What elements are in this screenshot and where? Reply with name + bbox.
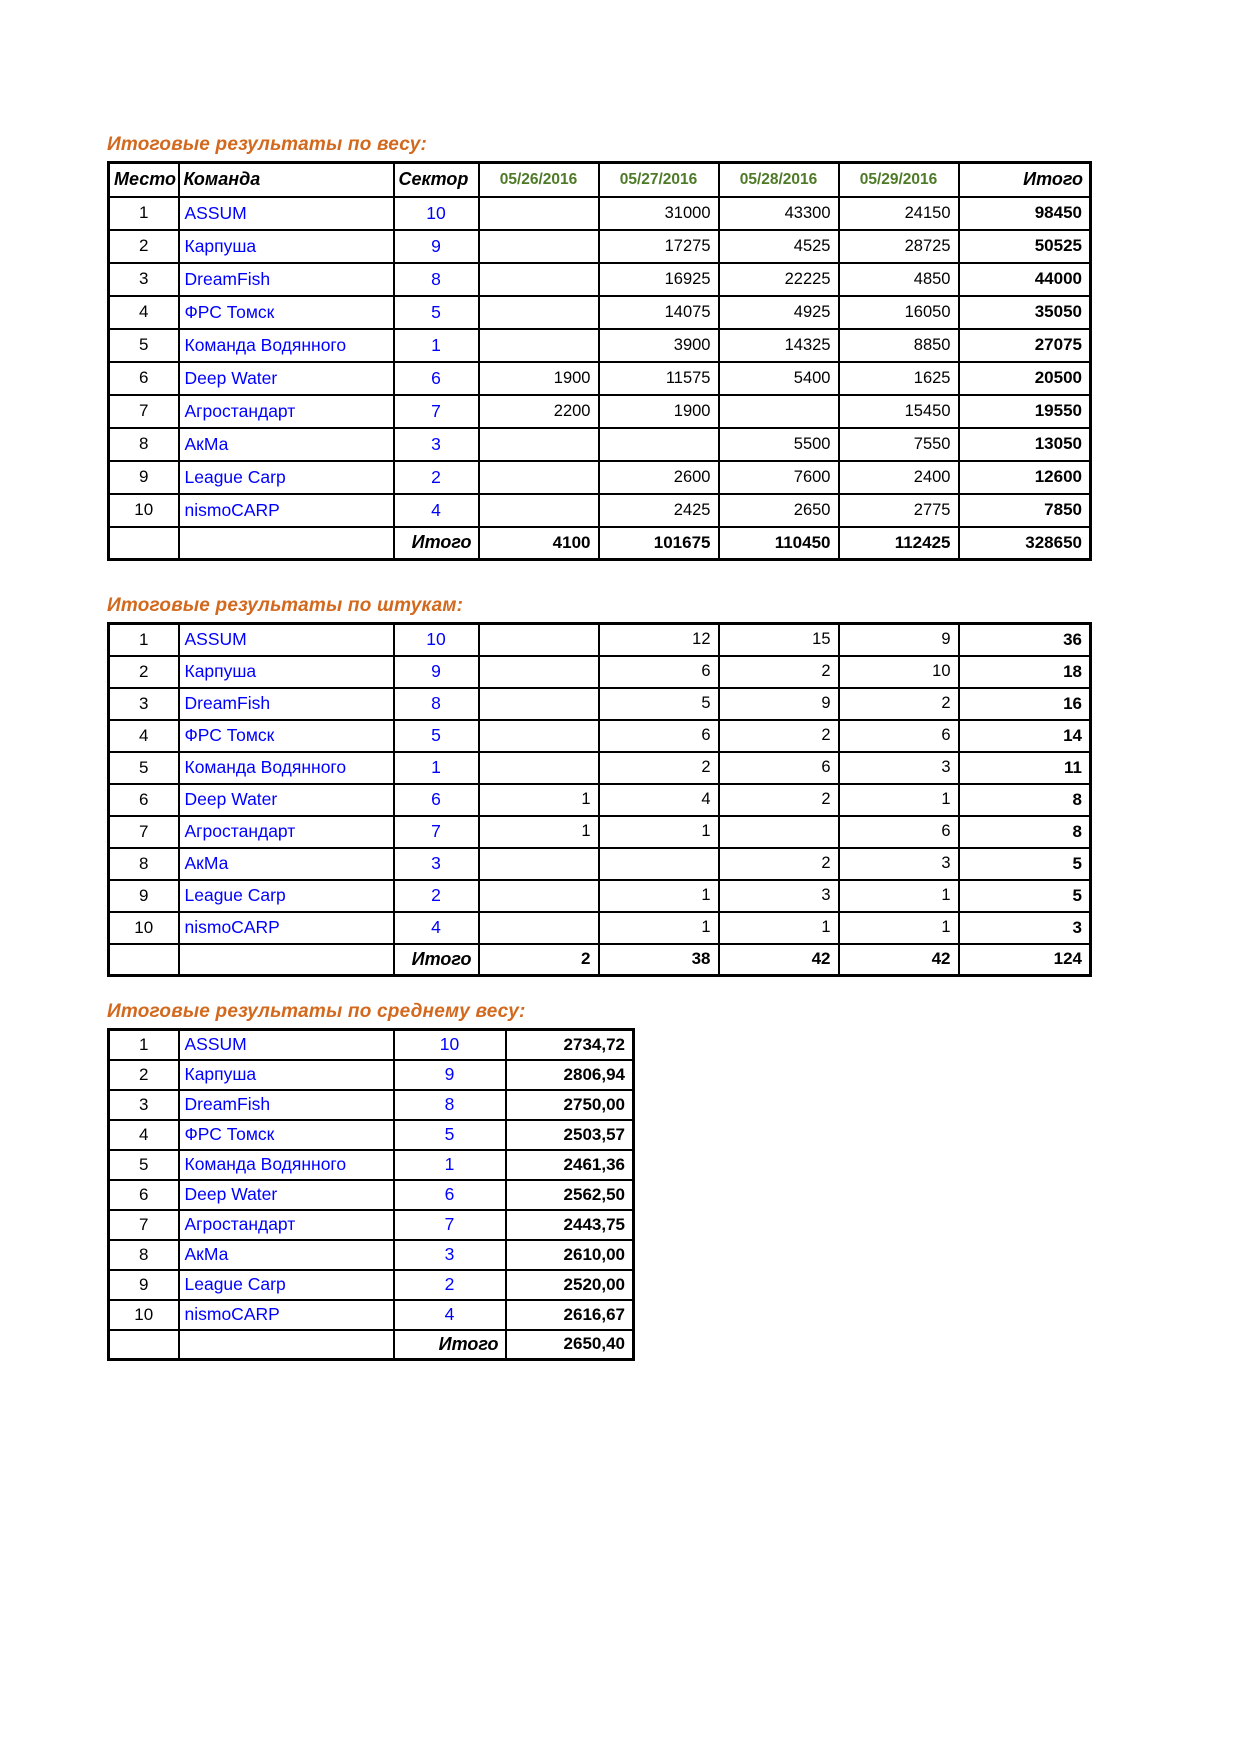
day4-value-cell: 15450: [839, 395, 959, 428]
col-header-day4: 05/29/2016: [839, 163, 959, 197]
day3-value-cell: 7600: [719, 461, 839, 494]
day4-value-cell: 1: [839, 784, 959, 816]
day3-value-cell: [719, 395, 839, 428]
day4-value-cell: 9: [839, 624, 959, 656]
team-cell: Агростандарт: [179, 1210, 394, 1240]
day2-value-cell: 1900: [599, 395, 719, 428]
table-row: [109, 230, 1091, 263]
place-cell: 3: [109, 263, 179, 296]
row-total-cell: 16: [959, 688, 1091, 720]
table-row: [109, 395, 1091, 428]
row-total-cell: 5: [959, 880, 1091, 912]
day4-value-cell: 2400: [839, 461, 959, 494]
team-cell: nismoCARP: [179, 494, 394, 527]
day1-value-cell: [479, 720, 599, 752]
row-total-cell: 19550: [959, 395, 1091, 428]
team-cell: ASSUM: [179, 624, 394, 656]
day4-value-cell: 6: [839, 720, 959, 752]
day2-value-cell: 16925: [599, 263, 719, 296]
average-weight-cell: 2503,57: [506, 1120, 634, 1150]
sector-cell: 3: [394, 428, 479, 461]
table-row: [109, 816, 1091, 848]
team-cell: ФРС Томск: [179, 1120, 394, 1150]
day3-value-cell: 2: [719, 848, 839, 880]
team-cell: Команда Водянного: [179, 329, 394, 362]
table-row: [109, 1090, 634, 1120]
sector-cell: 4: [394, 1300, 506, 1330]
sector-cell: 4: [394, 912, 479, 944]
average-weight-cell: 2461,36: [506, 1150, 634, 1180]
day1-value-cell: [479, 848, 599, 880]
col-header-total: Итого: [959, 163, 1091, 197]
team-cell: DreamFish: [179, 688, 394, 720]
row-total-cell: 98450: [959, 197, 1091, 230]
place-cell: 9: [109, 461, 179, 494]
place-cell: 4: [109, 296, 179, 329]
grand-total-cell: 124: [959, 944, 1091, 976]
sector-cell: 10: [394, 624, 479, 656]
header-row: [109, 163, 1091, 197]
day4-value-cell: 4850: [839, 263, 959, 296]
day1-value-cell: [479, 263, 599, 296]
day2-value-cell: 1: [599, 912, 719, 944]
sector-cell: 1: [394, 1150, 506, 1180]
team-cell: Команда Водянного: [179, 1150, 394, 1180]
place-cell: 1: [109, 197, 179, 230]
sector-cell: 9: [394, 1060, 506, 1090]
sector-cell: 5: [394, 1120, 506, 1150]
day3-value-cell: 4925: [719, 296, 839, 329]
empty-cell: [179, 527, 394, 560]
sector-cell: 3: [394, 1240, 506, 1270]
sector-cell: 5: [394, 296, 479, 329]
team-cell: Карпуша: [179, 1060, 394, 1090]
totals-row: [109, 1330, 634, 1360]
day2-value-cell: [599, 848, 719, 880]
day1-value-cell: 1: [479, 784, 599, 816]
team-cell: Deep Water: [179, 362, 394, 395]
day1-value-cell: [479, 461, 599, 494]
table-row: [109, 263, 1091, 296]
day1-value-cell: [479, 428, 599, 461]
team-cell: nismoCARP: [179, 912, 394, 944]
sector-cell: 6: [394, 784, 479, 816]
day2-value-cell: 6: [599, 720, 719, 752]
row-total-cell: 12600: [959, 461, 1091, 494]
row-total-cell: 7850: [959, 494, 1091, 527]
col-header-team: Команда: [179, 163, 394, 197]
table-row: [109, 752, 1091, 784]
day1-value-cell: 2200: [479, 395, 599, 428]
place-cell: 7: [109, 1210, 179, 1240]
day3-value-cell: 43300: [719, 197, 839, 230]
place-cell: 6: [109, 784, 179, 816]
day4-value-cell: 10: [839, 656, 959, 688]
day1-value-cell: [479, 880, 599, 912]
day4-value-cell: 16050: [839, 296, 959, 329]
day2-value-cell: 14075: [599, 296, 719, 329]
day2-value-cell: 17275: [599, 230, 719, 263]
sector-cell: 6: [394, 362, 479, 395]
totals-day2-cell: 38: [599, 944, 719, 976]
sector-cell: 8: [394, 1090, 506, 1120]
empty-cell: [109, 1330, 179, 1360]
team-cell: ФРС Томск: [179, 720, 394, 752]
place-cell: 5: [109, 329, 179, 362]
table-row: [109, 688, 1091, 720]
day2-value-cell: 2425: [599, 494, 719, 527]
place-cell: 9: [109, 880, 179, 912]
table-row: [109, 1270, 634, 1300]
col-header-place: Место: [109, 163, 179, 197]
count-results-section: [107, 595, 1092, 977]
day4-value-cell: 2775: [839, 494, 959, 527]
day3-value-cell: 1: [719, 912, 839, 944]
sector-cell: 7: [394, 816, 479, 848]
average-weight-cell: 2443,75: [506, 1210, 634, 1240]
table-row: [109, 329, 1091, 362]
team-cell: Deep Water: [179, 784, 394, 816]
day2-value-cell: 6: [599, 656, 719, 688]
row-total-cell: 14: [959, 720, 1091, 752]
place-cell: 5: [109, 752, 179, 784]
average-weight-results-table: [107, 1028, 635, 1361]
row-total-cell: 50525: [959, 230, 1091, 263]
place-cell: 8: [109, 1240, 179, 1270]
row-total-cell: 5: [959, 848, 1091, 880]
place-cell: 5: [109, 1150, 179, 1180]
weight-results-table: [107, 161, 1092, 561]
empty-cell: [179, 1330, 394, 1360]
day1-value-cell: [479, 494, 599, 527]
day3-value-cell: 2: [719, 656, 839, 688]
day3-value-cell: 5400: [719, 362, 839, 395]
sector-cell: 9: [394, 656, 479, 688]
day4-value-cell: 24150: [839, 197, 959, 230]
row-total-cell: 13050: [959, 428, 1091, 461]
place-cell: 1: [109, 624, 179, 656]
team-cell: League Carp: [179, 461, 394, 494]
table-row: [109, 848, 1091, 880]
team-cell: Карпуша: [179, 656, 394, 688]
team-cell: League Carp: [179, 1270, 394, 1300]
table-row: [109, 362, 1091, 395]
place-cell: 2: [109, 656, 179, 688]
day4-value-cell: 2: [839, 688, 959, 720]
totals-day3-cell: 42: [719, 944, 839, 976]
average-weight-cell: 2806,94: [506, 1060, 634, 1090]
row-total-cell: 11: [959, 752, 1091, 784]
day2-value-cell: 5: [599, 688, 719, 720]
day4-value-cell: 6: [839, 816, 959, 848]
day3-value-cell: 22225: [719, 263, 839, 296]
table-row: [109, 624, 1091, 656]
day4-value-cell: 3: [839, 848, 959, 880]
totals-label: Итого: [394, 527, 479, 560]
average-weight-cell: 2616,67: [506, 1300, 634, 1330]
totals-label: Итого: [394, 944, 479, 976]
sector-cell: 2: [394, 880, 479, 912]
average-weight-cell: 2520,00: [506, 1270, 634, 1300]
table-row: [109, 1030, 634, 1060]
day4-value-cell: 7550: [839, 428, 959, 461]
section-title-weight: Итоговые результаты по весу:: [107, 134, 428, 155]
team-cell: Агростандарт: [179, 816, 394, 848]
place-cell: 2: [109, 230, 179, 263]
average-weight-results-section: [107, 1001, 635, 1361]
totals-day2-cell: 101675: [599, 527, 719, 560]
day1-value-cell: [479, 230, 599, 263]
grand-total-cell: 328650: [959, 527, 1091, 560]
day3-value-cell: [719, 816, 839, 848]
empty-cell: [179, 944, 394, 976]
sector-cell: 2: [394, 461, 479, 494]
place-cell: 7: [109, 816, 179, 848]
table-row: [109, 461, 1091, 494]
day2-value-cell: 4: [599, 784, 719, 816]
day4-value-cell: 1625: [839, 362, 959, 395]
totals-day1-cell: 2: [479, 944, 599, 976]
day2-value-cell: 12: [599, 624, 719, 656]
team-cell: Карпуша: [179, 230, 394, 263]
place-cell: 8: [109, 848, 179, 880]
totals-row: [109, 527, 1091, 560]
row-total-cell: 36: [959, 624, 1091, 656]
day1-value-cell: [479, 656, 599, 688]
totals-day3-cell: 110450: [719, 527, 839, 560]
table-row: [109, 1210, 634, 1240]
totals-day4-cell: 42: [839, 944, 959, 976]
sector-cell: 7: [394, 1210, 506, 1240]
day1-value-cell: [479, 624, 599, 656]
table-row: [109, 296, 1091, 329]
day3-value-cell: 9: [719, 688, 839, 720]
row-total-cell: 20500: [959, 362, 1091, 395]
place-cell: 6: [109, 1180, 179, 1210]
day3-value-cell: 2650: [719, 494, 839, 527]
totals-day4-cell: 112425: [839, 527, 959, 560]
col-header-day3: 05/28/2016: [719, 163, 839, 197]
place-cell: 10: [109, 912, 179, 944]
day1-value-cell: [479, 329, 599, 362]
col-header-day2: 05/27/2016: [599, 163, 719, 197]
average-weight-cell: 2562,50: [506, 1180, 634, 1210]
table-row: [109, 494, 1091, 527]
day1-value-cell: [479, 296, 599, 329]
place-cell: 3: [109, 1090, 179, 1120]
weight-results-section: [107, 134, 1092, 561]
team-cell: DreamFish: [179, 263, 394, 296]
totals-row: [109, 944, 1091, 976]
place-cell: 10: [109, 494, 179, 527]
col-header-day1: 05/26/2016: [479, 163, 599, 197]
table-row: [109, 912, 1091, 944]
place-cell: 4: [109, 1120, 179, 1150]
day2-value-cell: 31000: [599, 197, 719, 230]
day1-value-cell: 1: [479, 816, 599, 848]
place-cell: 6: [109, 362, 179, 395]
day4-value-cell: 28725: [839, 230, 959, 263]
day1-value-cell: 1900: [479, 362, 599, 395]
day3-value-cell: 6: [719, 752, 839, 784]
day2-value-cell: 2600: [599, 461, 719, 494]
average-weight-cell: 2750,00: [506, 1090, 634, 1120]
col-header-sector: Сектор: [394, 163, 479, 197]
team-cell: DreamFish: [179, 1090, 394, 1120]
day1-value-cell: [479, 197, 599, 230]
sector-cell: 8: [394, 263, 479, 296]
place-cell: 7: [109, 395, 179, 428]
sector-cell: 1: [394, 752, 479, 784]
table-row: [109, 1300, 634, 1330]
day2-value-cell: 3900: [599, 329, 719, 362]
day2-value-cell: [599, 428, 719, 461]
sector-cell: 10: [394, 197, 479, 230]
table-row: [109, 1150, 634, 1180]
table-row: [109, 784, 1091, 816]
team-cell: Команда Водянного: [179, 752, 394, 784]
day1-value-cell: [479, 688, 599, 720]
row-total-cell: 8: [959, 784, 1091, 816]
sector-cell: 4: [394, 494, 479, 527]
table-row: [109, 1060, 634, 1090]
day3-value-cell: 3: [719, 880, 839, 912]
row-total-cell: 44000: [959, 263, 1091, 296]
sector-cell: 5: [394, 720, 479, 752]
day2-value-cell: 2: [599, 752, 719, 784]
day3-value-cell: 4525: [719, 230, 839, 263]
team-cell: АкМа: [179, 1240, 394, 1270]
place-cell: 8: [109, 428, 179, 461]
sector-cell: 7: [394, 395, 479, 428]
empty-cell: [109, 944, 179, 976]
day2-value-cell: 1: [599, 880, 719, 912]
place-cell: 3: [109, 688, 179, 720]
team-cell: ФРС Томск: [179, 296, 394, 329]
sector-cell: 9: [394, 230, 479, 263]
section-title-average: Итоговые результаты по среднему весу:: [107, 1001, 526, 1022]
table-row: [109, 428, 1091, 461]
day4-value-cell: 1: [839, 880, 959, 912]
team-cell: nismoCARP: [179, 1300, 394, 1330]
row-total-cell: 18: [959, 656, 1091, 688]
sector-cell: 10: [394, 1030, 506, 1060]
row-total-cell: 27075: [959, 329, 1091, 362]
table-row: [109, 880, 1091, 912]
table-row: [109, 656, 1091, 688]
day3-value-cell: 15: [719, 624, 839, 656]
team-cell: Агростандарт: [179, 395, 394, 428]
day3-value-cell: 14325: [719, 329, 839, 362]
day3-value-cell: 2: [719, 720, 839, 752]
table-row: [109, 1120, 634, 1150]
table-row: [109, 1180, 634, 1210]
section-title-count: Итоговые результаты по штукам:: [107, 595, 464, 616]
place-cell: 1: [109, 1030, 179, 1060]
sector-cell: 8: [394, 688, 479, 720]
count-results-table: [107, 622, 1092, 977]
row-total-cell: 35050: [959, 296, 1091, 329]
average-weight-cell: 2610,00: [506, 1240, 634, 1270]
sector-cell: 3: [394, 848, 479, 880]
row-total-cell: 8: [959, 816, 1091, 848]
sector-cell: 6: [394, 1180, 506, 1210]
table-row: [109, 1240, 634, 1270]
day2-value-cell: 11575: [599, 362, 719, 395]
team-cell: АкМа: [179, 848, 394, 880]
empty-cell: [109, 527, 179, 560]
sector-cell: 1: [394, 329, 479, 362]
grand-average-cell: 2650,40: [506, 1330, 634, 1360]
totals-label: Итого: [394, 1330, 506, 1360]
team-cell: ASSUM: [179, 197, 394, 230]
table-row: [109, 197, 1091, 230]
team-cell: League Carp: [179, 880, 394, 912]
sector-cell: 2: [394, 1270, 506, 1300]
team-cell: Deep Water: [179, 1180, 394, 1210]
day3-value-cell: 5500: [719, 428, 839, 461]
place-cell: 2: [109, 1060, 179, 1090]
day1-value-cell: [479, 912, 599, 944]
day4-value-cell: 8850: [839, 329, 959, 362]
day4-value-cell: 3: [839, 752, 959, 784]
team-cell: ASSUM: [179, 1030, 394, 1060]
day2-value-cell: 1: [599, 816, 719, 848]
place-cell: 4: [109, 720, 179, 752]
place-cell: 9: [109, 1270, 179, 1300]
totals-day1-cell: 4100: [479, 527, 599, 560]
day4-value-cell: 1: [839, 912, 959, 944]
table-row: [109, 720, 1091, 752]
team-cell: АкМа: [179, 428, 394, 461]
day3-value-cell: 2: [719, 784, 839, 816]
place-cell: 10: [109, 1300, 179, 1330]
day1-value-cell: [479, 752, 599, 784]
average-weight-cell: 2734,72: [506, 1030, 634, 1060]
row-total-cell: 3: [959, 912, 1091, 944]
